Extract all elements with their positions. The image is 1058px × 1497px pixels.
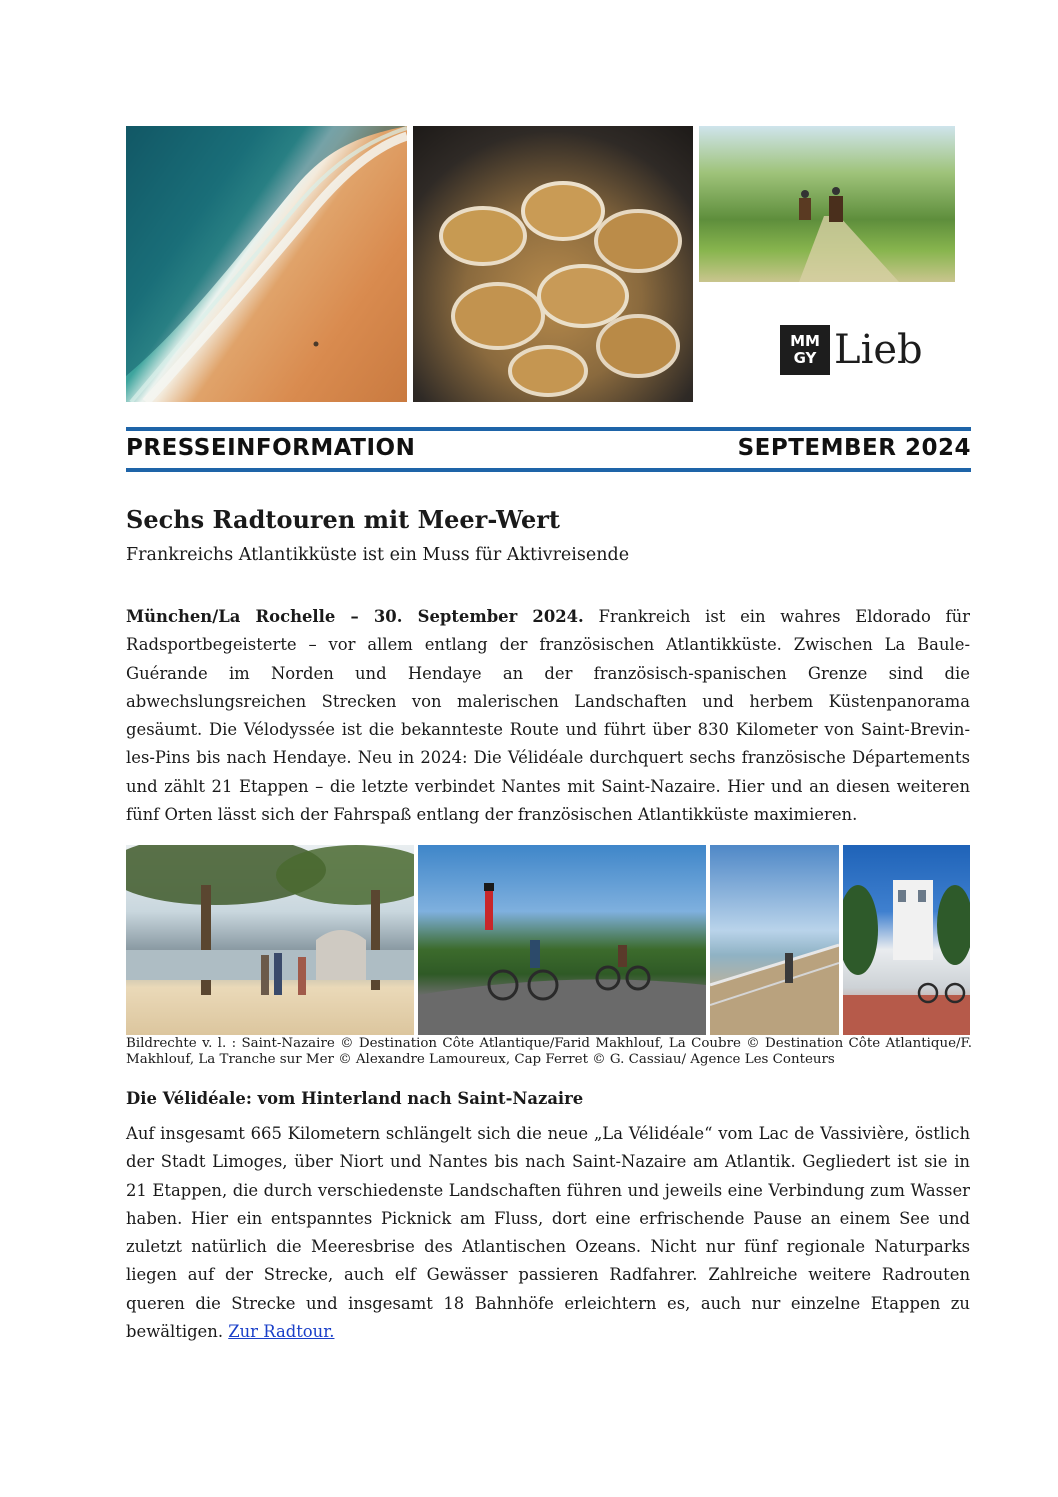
article-title: Sechs Radtouren mit Meer-Wert (126, 505, 560, 534)
header-photo-beach (126, 126, 407, 402)
beach-waves-illustration (126, 126, 407, 402)
gallery-photo-la-tranche-sur-mer (710, 845, 839, 1035)
image-credits-caption: Bildrechte v. l. : Saint-Nazaire © Destination Côte Atlantique/Farid Makhlouf, La Coubre © Destination Côte Atlantique/F. Makhlouf, La Tranche sur Mer © Alexandre Lamoureux, Cap Ferret © G. Cassiau/ Agence Les Conteurs (126, 1036, 972, 1067)
intro-lead: München/La Rochelle – 30. September 2024. (126, 607, 584, 626)
intro-body: Frankreich ist ein wahres Eldorado für Radsportbegeisterte – vor allem entlang der französischen Atlantikküste. Zwischen La Baule-Guérande im Norden und Hendaye an der französisch-spanischen Grenze sind die abwechslungsreichen Strecken von malerischen Landschaften und herbem Küstenpanorama gesäumt. Die Vélodyssée ist die bekannteste Route und führt über 830 Kilometer von Saint-Brevin-les-Pins bis nach Hendaye. Neu in 2024: Die Vélidéale durchquert sechs französische Départements und zählt 21 Etappen – die letzte verbindet Nantes mit Saint-Nazaire. Hier und an diesen weiteren fünf Orten lässt sich der Fahrspaß entlang der französischen Atlantikküste maximieren. (126, 607, 970, 825)
gallery-photo-la-coubre (418, 845, 706, 1035)
gallery-photo-saint-nazaire (126, 845, 414, 1035)
logo-mark (780, 325, 830, 375)
article-subtitle: Frankreichs Atlantikküste ist ein Muss für Aktivreisende (126, 545, 630, 565)
logo-mark-bottom: GY (793, 349, 817, 367)
la-coubre-illustration (418, 845, 706, 1035)
zur-radtour-link[interactable]: Zur Radtour. (228, 1322, 335, 1342)
section-heading-velideale: Die Vélidéale: vom Hinterland nach Saint-Nazaire (126, 1089, 584, 1108)
logo-mark-top: MM (790, 332, 820, 350)
la-tranche-illustration (710, 845, 839, 1035)
header-photo-horse-riders (699, 126, 955, 282)
velideale-body: Auf insgesamt 665 Kilometern schlängelt sich die neue „La Vélidéale“ vom Lac de Vassivière, östlich der Stadt Limoges, über Niort und Nantes bis nach Saint-Nazaire am Atlantik. Gegliedert ist sie in 21 Etappen, die durch verschiedenste Landschaften führen und jeweils eine Verbindung zum Wasser haben. Hier ein entspanntes Picknick am Fluss, dort eine erfrischende Pause an einem See und zuletzt natürlich die Meeresbrise des Atlantischen Ozeans. Nicht nur fünf regionale Naturparks liegen auf der Strecke, auch elf Gewässer passieren Radfahrer. Zahlreiche weitere Radrouten queren die Strecke und insgesamt 18 Bahnhöfe erleichtern es, auch nur einzelne Etappen zu bewältigen. (126, 1124, 970, 1342)
logo-text: Lieb (834, 327, 923, 373)
saint-nazaire-illustration (126, 845, 414, 1035)
gallery-photo-cap-ferret (843, 845, 970, 1035)
cap-ferret-illustration (843, 845, 970, 1035)
header-photo-oysters (413, 126, 693, 402)
press-bar-bottom-rule (126, 468, 971, 472)
oysters-illustration (413, 126, 693, 402)
press-date: SEPTEMBER 2024 (737, 435, 971, 461)
velideale-paragraph (126, 1120, 970, 1346)
intro-paragraph (126, 603, 970, 829)
mmgy-lieb-logo (780, 324, 923, 376)
press-label: PRESSEINFORMATION (126, 435, 416, 461)
riders-illustration (699, 126, 955, 282)
press-bar-top-rule (126, 427, 971, 431)
